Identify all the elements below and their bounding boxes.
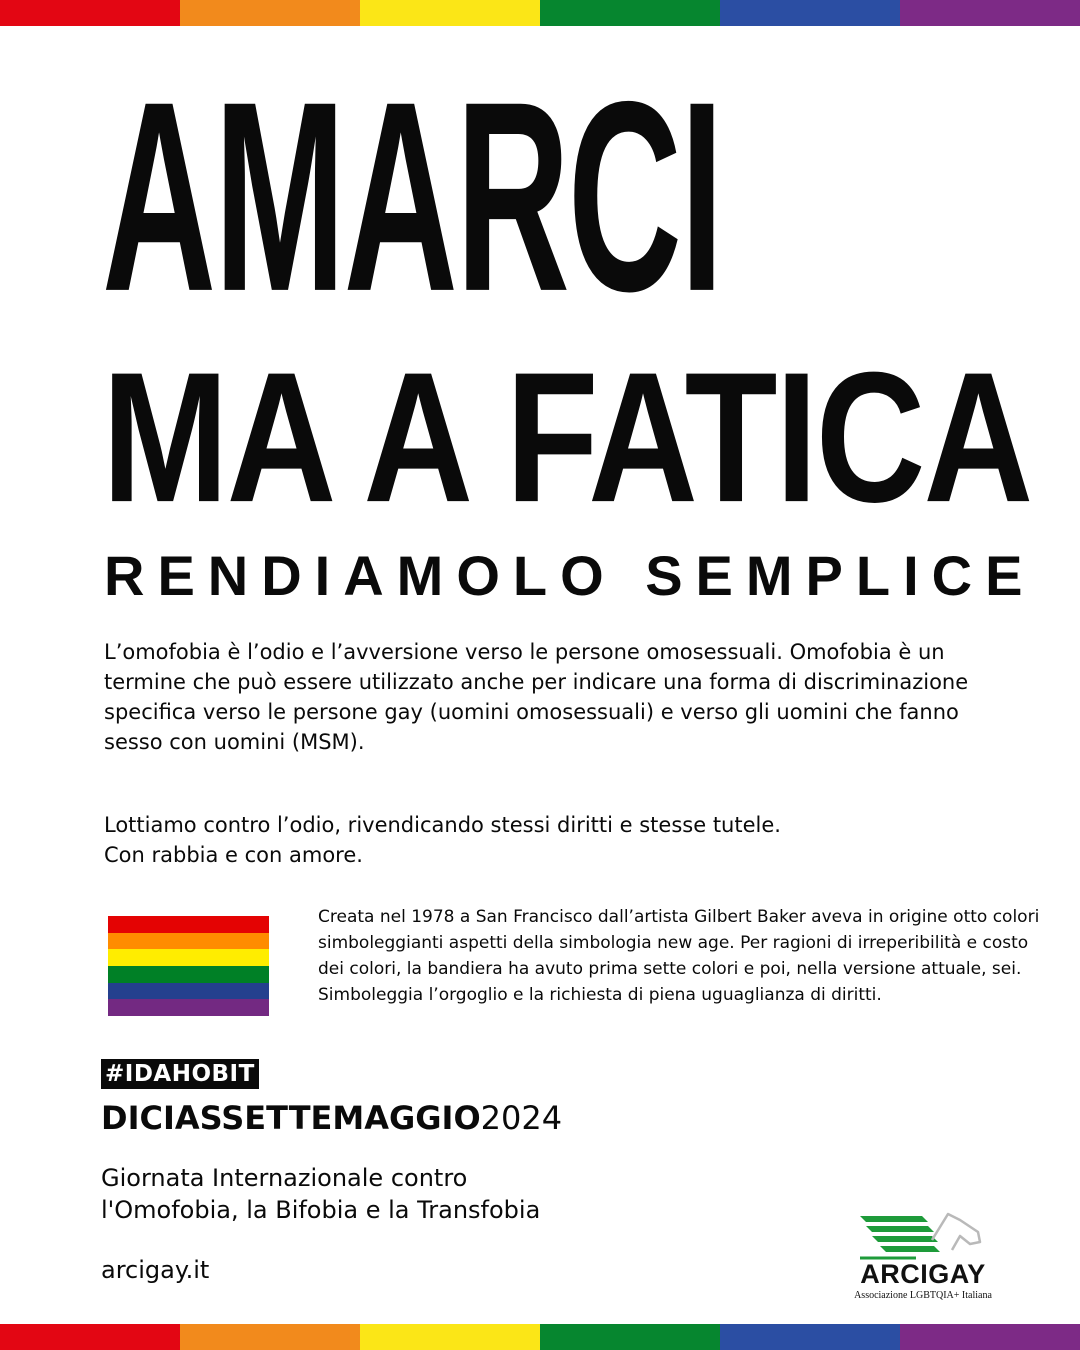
call-to-action-line-2: Con rabbia e con amore. [104,843,363,867]
subheadline: RENDIAMOLO SEMPLICE [104,544,1036,607]
arcigay-logo [848,1210,998,1306]
flag-band-purple [108,999,269,1016]
rainbow-stripe-bottom [0,1324,1080,1350]
event-date-day: DICIASSETTEMAGGIO [101,1099,481,1137]
website-link[interactable]: arcigay.it [101,1256,210,1284]
stripe-green [540,1324,720,1350]
logo-name: ARCIGAY [860,1259,986,1289]
stripe-yellow [360,0,540,26]
stripe-green [540,0,720,26]
rainbow-stripe-top [0,0,1080,26]
stripe-purple [900,1324,1080,1350]
stripe-purple [900,0,1080,26]
event-title-line-1: Giornata Internazionale contro [101,1164,468,1192]
rainbow-flag-image [108,916,269,1016]
logo-tagline: Associazione LGBTQIA+ Italiana [854,1290,992,1301]
call-to-action-paragraph [104,810,984,870]
event-title-line-2: l'Omofobia, la Bifobia e la Transfobia [101,1196,541,1224]
headline-line-1: AMARCI [102,45,722,349]
headline-line-2: MA A FATICA [102,334,1032,542]
flag-band-green [108,966,269,983]
stripe-yellow [360,1324,540,1350]
stripe-blue [720,0,900,26]
intro-paragraph: L’omofobia è l’odio e l’avversione verso le persone omosessuali. Omofobia è un termine che può essere utilizzato anche per indicare una forma di discriminazione specifica verso le persone gay (uomini omosessuali) e verso gli uomini che fanno sesso con uomini (MSM). [104,640,969,754]
arcigay-wings-logo-icon [856,1210,988,1262]
stripe-red [0,0,180,26]
stripe-orange [180,0,360,26]
hashtag-badge: #IDAHOBIT [101,1059,259,1089]
flag-band-blue [108,983,269,1000]
event-date [101,1099,563,1137]
flag-band-red [108,916,269,933]
flag-band-orange [108,933,269,950]
stripe-red [0,1324,180,1350]
event-date-year: 2024 [480,1099,563,1137]
flag-caption: Creata nel 1978 a San Francisco dall’artista Gilbert Baker aveva in origine otto colori simboleggianti aspetti della simbologia new age. Per ragioni di irreperibilità e costo dei colori, la bandiera ha avuto prima sette colori e poi, nella versione attuale, sei. Simboleggia l’orgoglio e la richiesta di piena uguaglianza di diritti. [318,907,1040,1005]
stripe-blue [720,1324,900,1350]
flag-band-yellow [108,949,269,966]
event-title [101,1162,701,1226]
stripe-orange [180,1324,360,1350]
call-to-action-line-1: Lottiamo contro l’odio, rivendicando stessi diritti e stesse tutele. [104,813,781,837]
